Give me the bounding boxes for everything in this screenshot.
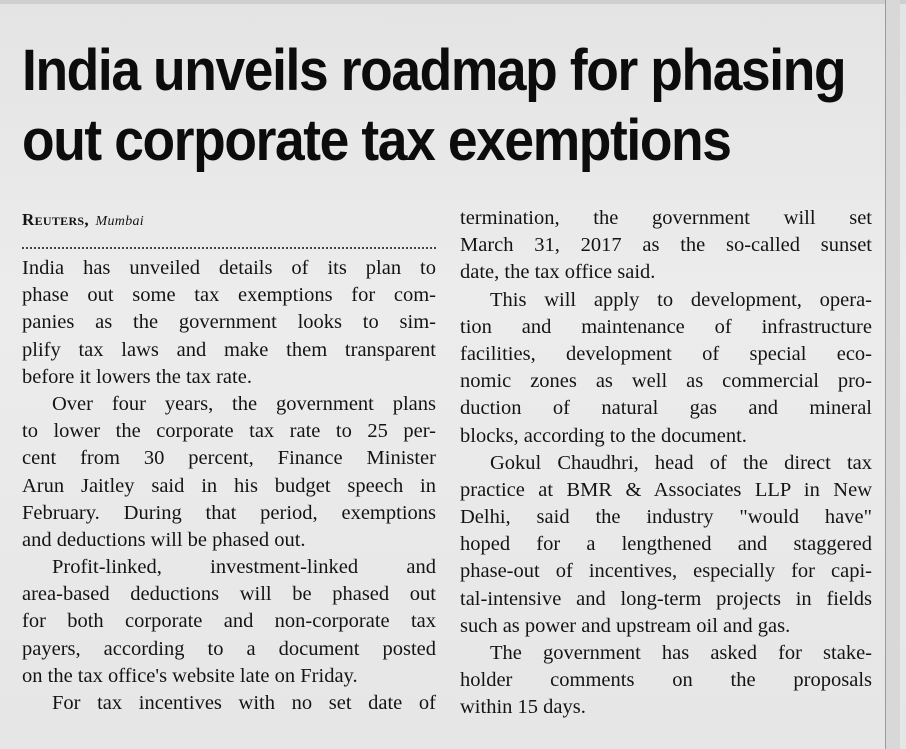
text-line: tion and maintenance of infrastructure xyxy=(460,315,872,338)
text-line: This will apply to development, opera- xyxy=(490,288,872,311)
headline-line-2: out corporate tax exemptions xyxy=(22,108,731,173)
text-line: duction of natural gas and mineral xyxy=(460,397,872,420)
text-line: and deductions will be phased out. xyxy=(22,528,306,551)
article-column-right xyxy=(460,205,872,722)
column-rule xyxy=(885,0,900,749)
text-line: for both corporate and non-corporate tax xyxy=(22,610,436,633)
text-line: Over four years, the government plans xyxy=(52,392,436,415)
text-line: cent from 30 percent, Finance Minister xyxy=(22,447,436,470)
text-line: area-based deductions will be phased out xyxy=(22,583,436,606)
text-line: Arun Jaitley said in his budget speech in xyxy=(22,474,436,497)
left-column-text xyxy=(22,255,436,717)
text-line: on the tax office's website late on Friday. xyxy=(22,664,358,687)
text-line: facilities, development of special eco- xyxy=(460,342,872,365)
text-line: Gokul Chaudhri, head of the direct tax xyxy=(490,451,872,474)
text-line: holder comments on the proposals xyxy=(460,669,872,692)
text-line: to lower the corporate tax rate to 25 per- xyxy=(22,420,436,443)
text-line: within 15 days. xyxy=(460,696,586,719)
text-line: phase out some tax exemptions for com- xyxy=(22,284,436,307)
text-line: practice at BMR & Associates LLP in New xyxy=(460,478,872,501)
text-line: panies as the government looks to sim- xyxy=(22,311,436,334)
article-column-left xyxy=(22,205,436,717)
text-line: nomic zones as well as commercial pro- xyxy=(460,370,872,393)
text-line: before it lowers the tax rate. xyxy=(22,365,252,388)
text-line: plify tax laws and make them transparent xyxy=(22,338,436,361)
text-line: such as power and upstream oil and gas. xyxy=(460,614,791,637)
text-line: March 31, 2017 as the so-called sunset xyxy=(460,234,872,257)
byline-agency: Reuters, xyxy=(22,210,89,229)
text-line: India has unveiled details of its plan to xyxy=(22,257,436,279)
text-line: Profit-linked, investment-linked and xyxy=(52,556,436,579)
text-line: February. During that period, exemptions xyxy=(22,501,436,524)
article-headline xyxy=(22,36,846,176)
text-line: The government has asked for stake- xyxy=(490,642,872,664)
text-line: For tax incentives with no set date of xyxy=(52,692,436,714)
text-line: Delhi, said the industry "would have" xyxy=(460,506,872,529)
byline-divider xyxy=(22,235,436,249)
text-line: payers, according to a document posted xyxy=(22,637,436,660)
text-line: date, the tax office said. xyxy=(460,261,656,284)
text-line: tal-intensive and long-term projects in fields xyxy=(460,587,872,610)
text-line: hoped for a lengthened and staggered xyxy=(460,533,872,556)
text-line: phase-out of incentives, especially for capi- xyxy=(460,560,872,583)
text-line: blocks, according to the document. xyxy=(460,424,747,447)
headline-line-1: India unveils roadmap for phasing xyxy=(22,38,846,103)
byline xyxy=(22,205,436,235)
text-line: termination, the government will set xyxy=(460,207,872,229)
right-column-text xyxy=(460,205,872,722)
top-edge xyxy=(0,0,906,4)
byline-location: Mumbai xyxy=(95,214,144,229)
